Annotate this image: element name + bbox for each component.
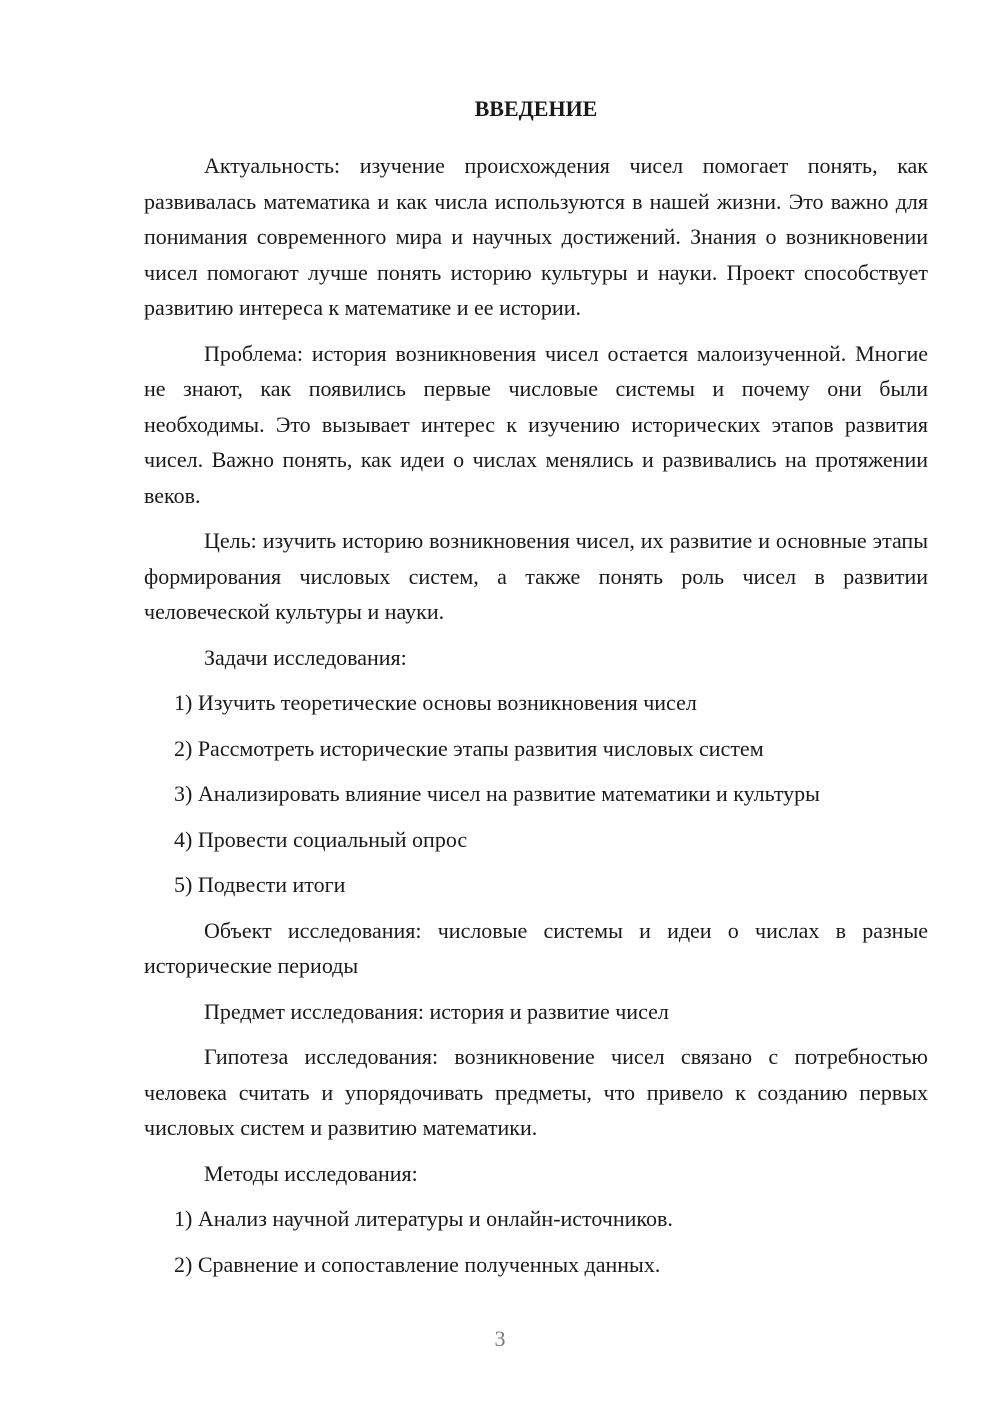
list-item: 3) Анализировать влияние чисел на развитие математики и культуры [174, 781, 820, 806]
list-item: 4) Провести социальный опрос [174, 826, 468, 852]
subject-paragraph: Предмет исследования: история и развитие чисел [204, 998, 669, 1024]
list-item: 2) Рассмотреть исторические этапы развития числовых систем [174, 735, 764, 761]
list-item: 2) Сравнение и сопоставление полученных данных. [174, 1251, 661, 1277]
hypothesis-paragraph: Гипотеза исследования: возникновение чисел связано с потребностью человека считать и упорядочивать предметы, что привело к созданию первых числовых систем и развитию математики. [144, 1044, 928, 1140]
tasks-list [144, 685, 928, 903]
list-item: 1) Анализ научной литературы и онлайн-источников. [174, 1206, 673, 1231]
page-number: 3 [494, 1326, 506, 1351]
problem-paragraph: Проблема: история возникновения чисел остается малоизученной. Многие не знают, как появились первые числовые системы и почему они были необходимы. Это вызывает интерес к изучению исторических этапов развития чисел. Важно понять, как идеи о числах менялись и развивались на протяжении веков. [144, 340, 928, 508]
tasks-heading: Задачи исследования: [204, 644, 407, 670]
list-item: 5) Подвести итоги [174, 872, 346, 897]
document-page [144, 92, 928, 1292]
list-item: 1) Изучить теоретические основы возникновения чисел [174, 690, 697, 715]
goal-paragraph: Цель: изучить историю возникновения чисел, их развитие и основные этапы формирования числовых систем, а также понять роль чисел в развитии человеческой культуры и науки. [144, 528, 928, 624]
methods-heading: Методы исследования: [204, 1160, 418, 1186]
methods-list [144, 1201, 928, 1282]
relevance-paragraph: Актуальность: изучение происхождения чисел помогает понять, как развивалась математика и как числа используются в нашей жизни. Это важно для понимания современного мира и научных достижений. Знания о возникновении чисел помогают лучше понять историю культуры и науки. Проект способствует развитию интереса к математике и ее истории. [144, 153, 928, 320]
object-paragraph: Объект исследования: числовые системы и идеи о числах в разные исторические периоды [144, 917, 928, 978]
page-title: ВВЕДЕНИЕ [474, 96, 598, 121]
